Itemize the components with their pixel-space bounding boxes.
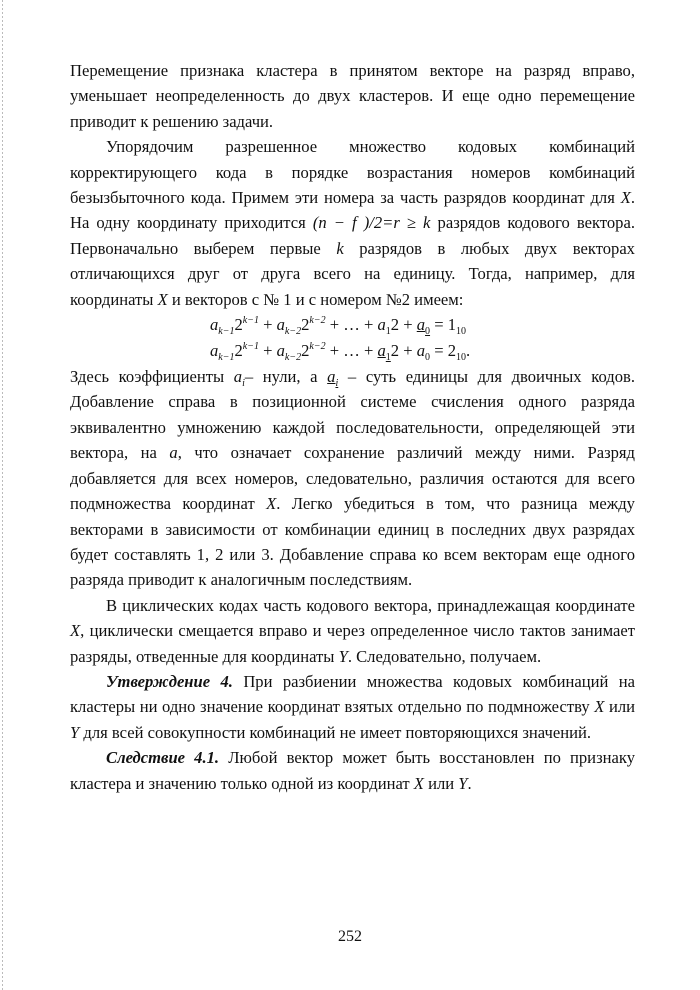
math-x-4: X	[70, 621, 81, 641]
f2-period: .	[466, 341, 471, 361]
f1-sup-k2: k−2	[309, 315, 326, 327]
p5-text-a: При разбиении множества кодовых комбинаций на кластеры ни одно значение координат взятых отдельно по подмножеству	[70, 671, 635, 717]
math-a-i-underlined: a	[327, 367, 336, 387]
f2-sup-k1: k−1	[242, 341, 259, 353]
f2-ellipsis: + … +	[325, 341, 378, 361]
p6-text-a: Любой вектор может быть восстановлен по признаку кластера и значению только одной из координат	[70, 748, 635, 793]
math-expression-n-f: (n − f )/2=r ≥ k	[312, 213, 431, 233]
math-a-i: a	[233, 367, 243, 387]
paragraph-2	[70, 134, 635, 312]
f2-sub-1-underlined: 1	[385, 352, 391, 364]
f1-a-1: a	[210, 315, 219, 335]
f2-two-plus: 2 +	[390, 341, 417, 361]
paragraph-4	[70, 593, 635, 669]
f1-sub-k2: k−2	[284, 326, 302, 338]
f1-a-3: a	[377, 315, 386, 335]
math-x-5: X	[594, 697, 605, 717]
math-x-3: X	[266, 494, 277, 514]
paragraph-3	[70, 364, 635, 593]
math-y-3: Y	[458, 773, 468, 793]
f1-ellipsis: + … +	[325, 315, 378, 335]
p5-or: или	[608, 697, 635, 717]
p3-text-d: , что означает сохранение различий между ними. Разряд добавляется для всех номеров, следовательно, различия остаются для всего подмножества координат	[70, 443, 635, 514]
f1-two-2: 2	[301, 315, 310, 335]
p2-text-e: и векторов с № 1 и с номером №2 имеем:	[171, 289, 464, 309]
p6-or: или	[428, 773, 455, 793]
math-y: Y	[338, 646, 348, 666]
math-sub-i-underlined: i	[335, 378, 339, 390]
paragraph-1	[70, 58, 635, 134]
f2-sub-k1: k−1	[218, 352, 235, 364]
f2-a-underlined: a	[377, 341, 386, 361]
f1-two-1: 2	[234, 315, 243, 335]
math-k: k	[336, 238, 344, 258]
p6-period: .	[467, 773, 472, 793]
p2-text-c: разрядов кодового вектора. Первоначально выберем первые	[70, 213, 635, 258]
formula-2	[70, 338, 635, 364]
f2-sup-k2: k−2	[309, 341, 326, 353]
corollary-4-1-label: Следствие 4.1.	[106, 748, 220, 768]
p4-text-b: , циклически смещается вправо и через определенное число тактов занимает разряды, отведенные для координаты	[70, 621, 635, 666]
f2-sub-0: 0	[425, 352, 431, 364]
p5-text-b: для всей совокупности комбинаций не имеет повторяющихся значений.	[83, 722, 591, 742]
p3-text-a: Здесь коэффициенты	[70, 367, 225, 387]
corollary-4-1	[70, 745, 635, 796]
p3-text-c: – суть единицы для двоичных кодов. Добавление справа в позиционной системе счисления одного разряда эквивалентно умножению каждой последовательности, определяющей эти вектора, на	[70, 367, 635, 463]
p3-text-b: – нули, а	[244, 367, 318, 387]
p4-text-c: . Следовательно, получаем.	[347, 646, 542, 666]
p2-text-b: . На одну координату приходится	[70, 188, 635, 233]
math-sub-i: i	[242, 378, 245, 390]
p3-text-e: . Легко убедиться в том, что разница между векторами в зависимости от комбинации единиц в последних двух разрядах будет составлять 1, 2 или 3. Добавление справа ко всем векторам еще одного разряда приводит к аналогичным последствиям.	[70, 494, 635, 590]
f2-two-1: 2	[234, 341, 243, 361]
f2-a-0: a	[416, 341, 426, 361]
f2-two-2: 2	[301, 341, 310, 361]
f1-sub-0-underlined: 0	[425, 326, 431, 338]
p4-text-a: В циклических кодах часть кодового вектора, принадлежащая координате	[106, 595, 635, 615]
math-x-2: X	[157, 289, 168, 309]
f1-a-underlined: a	[416, 315, 426, 335]
statement-4	[70, 669, 635, 745]
f2-equals-two: = 2	[430, 341, 456, 361]
page-body	[70, 58, 635, 796]
math-a: a	[169, 443, 178, 463]
math-x-6: X	[413, 773, 424, 793]
scan-left-edge-dots	[2, 0, 3, 990]
f2-a-1: a	[210, 341, 219, 361]
math-x: X	[620, 188, 631, 208]
f1-sub-k1: k−1	[218, 326, 235, 338]
f2-plus: +	[258, 341, 277, 361]
f1-two-plus: 2 +	[390, 315, 417, 335]
f1-plus: +	[258, 315, 277, 335]
formula-1	[70, 312, 635, 338]
f1-equals-one: = 1	[430, 315, 456, 335]
f1-sup-k1: k−1	[242, 315, 259, 327]
f2-base-10: 10	[456, 352, 466, 364]
f2-a-2: a	[276, 341, 285, 361]
page-number: 252	[338, 928, 362, 945]
paragraph-1-text: Перемещение признака кластера в принятом векторе на разряд вправо, уменьшает неопределенность до двух кластеров. И еще одно перемещение приводит к решению задачи.	[70, 61, 635, 131]
p2-text-a: Упорядочим разрешенное множество кодовых комбинаций корректирующего кода в порядке возрастания номеров комбинаций безызбыточного кода. Примем эти номера за часть разрядов координат для	[70, 137, 635, 208]
f2-sub-k2: k−2	[284, 352, 302, 364]
f1-a-2: a	[276, 315, 285, 335]
math-y-2: Y	[70, 722, 80, 742]
f1-base-10: 10	[456, 326, 466, 338]
p2-text-d: разрядов в любых двух векторах отличающихся друг от друга всего на единицу. Тогда, например, для координаты	[70, 238, 635, 309]
statement-4-label: Утверждение 4.	[106, 671, 233, 691]
f1-sub-1: 1	[385, 326, 391, 338]
